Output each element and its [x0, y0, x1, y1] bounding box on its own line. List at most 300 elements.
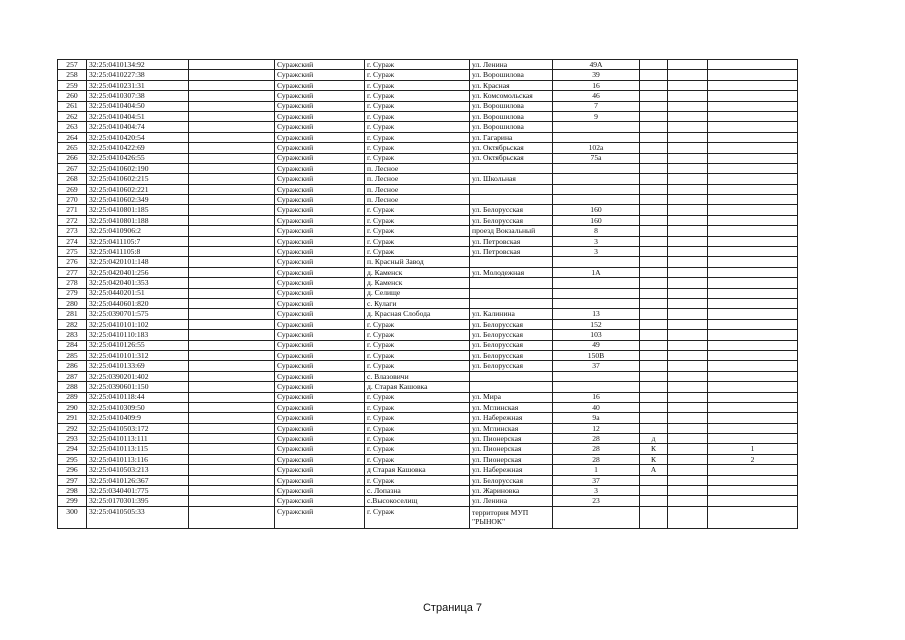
table-row — [58, 475, 798, 485]
locality-cell: г. Сураж — [365, 91, 470, 101]
district-cell: Суражский — [275, 392, 365, 402]
apartment-cell — [708, 402, 798, 412]
house-number-cell — [553, 257, 640, 267]
table-row — [58, 111, 798, 121]
street-cell: ул. Калинина — [470, 309, 553, 319]
table-row — [58, 153, 798, 163]
row-number-cell: 299 — [58, 496, 87, 506]
district-cell: Суражский — [275, 153, 365, 163]
apartment-cell — [708, 382, 798, 392]
building-letter-cell — [640, 402, 668, 412]
building-letter-cell — [640, 257, 668, 267]
row-number-cell: 290 — [58, 402, 87, 412]
extra-cell — [668, 122, 708, 132]
street-cell: ул. Петровская — [470, 247, 553, 257]
street-cell: ул. Белорусская — [470, 475, 553, 485]
house-number-cell: 49А — [553, 60, 640, 70]
empty-cell — [189, 434, 275, 444]
row-number-cell: 266 — [58, 153, 87, 163]
cadastral-number-cell: 32:25:0410227:38 — [87, 70, 189, 80]
locality-cell: г. Сураж — [365, 402, 470, 412]
locality-cell: п. Лесное — [365, 163, 470, 173]
street-cell: территория МУП "РЫНОК" — [470, 506, 553, 528]
row-number-cell: 291 — [58, 413, 87, 423]
extra-cell — [668, 340, 708, 350]
house-number-cell: 46 — [553, 91, 640, 101]
house-number-cell: 40 — [553, 402, 640, 412]
apartment-cell — [708, 226, 798, 236]
empty-cell — [189, 215, 275, 225]
district-cell: Суражский — [275, 111, 365, 121]
apartment-cell — [708, 174, 798, 184]
row-number-cell: 285 — [58, 350, 87, 360]
street-cell: ул. Жариновка — [470, 486, 553, 496]
apartment-cell — [708, 257, 798, 267]
street-cell — [470, 257, 553, 267]
street-cell: проезд Вокзальный — [470, 226, 553, 236]
district-cell: Суражский — [275, 122, 365, 132]
district-cell: Суражский — [275, 434, 365, 444]
street-cell: ул. Белорусская — [470, 319, 553, 329]
street-cell: ул. Мглинская — [470, 402, 553, 412]
extra-cell — [668, 486, 708, 496]
empty-cell — [189, 361, 275, 371]
table-body — [58, 60, 798, 529]
cadastral-number-cell: 32:25:0420401:256 — [87, 267, 189, 277]
extra-cell — [668, 132, 708, 142]
table-row — [58, 454, 798, 464]
extra-cell — [668, 215, 708, 225]
extra-cell — [668, 257, 708, 267]
row-number-cell: 293 — [58, 434, 87, 444]
building-letter-cell — [640, 247, 668, 257]
street-cell: ул. Ленина — [470, 496, 553, 506]
apartment-cell — [708, 111, 798, 121]
empty-cell — [189, 288, 275, 298]
apartment-cell — [708, 122, 798, 132]
district-cell: Суражский — [275, 486, 365, 496]
building-letter-cell — [640, 111, 668, 121]
table-row — [58, 101, 798, 111]
locality-cell: г. Сураж — [365, 506, 470, 528]
house-number-cell: 8 — [553, 226, 640, 236]
row-number-cell: 262 — [58, 111, 87, 121]
extra-cell — [668, 226, 708, 236]
empty-cell — [189, 195, 275, 205]
building-letter-cell — [640, 392, 668, 402]
empty-cell — [189, 60, 275, 70]
row-number-cell: 279 — [58, 288, 87, 298]
district-cell: Суражский — [275, 444, 365, 454]
street-cell: ул. Пионерская — [470, 434, 553, 444]
locality-cell: г. Сураж — [365, 340, 470, 350]
street-cell: ул. Мира — [470, 392, 553, 402]
locality-cell: г. Сураж — [365, 392, 470, 402]
table-row — [58, 309, 798, 319]
cadastral-number-cell: 32:25:0410426:55 — [87, 153, 189, 163]
extra-cell — [668, 278, 708, 288]
locality-cell: с. Влазовичи — [365, 371, 470, 381]
district-cell: Суражский — [275, 101, 365, 111]
table-row — [58, 174, 798, 184]
locality-cell: г. Сураж — [365, 454, 470, 464]
locality-cell: г. Сураж — [365, 60, 470, 70]
table-row — [58, 319, 798, 329]
extra-cell — [668, 465, 708, 475]
row-number-cell: 260 — [58, 91, 87, 101]
district-cell: Суражский — [275, 288, 365, 298]
district-cell: Суражский — [275, 298, 365, 308]
apartment-cell — [708, 70, 798, 80]
row-number-cell: 270 — [58, 195, 87, 205]
building-letter-cell — [640, 423, 668, 433]
empty-cell — [189, 205, 275, 215]
locality-cell: с. Лопазна — [365, 486, 470, 496]
extra-cell — [668, 444, 708, 454]
table-row — [58, 350, 798, 360]
building-letter-cell: К — [640, 444, 668, 454]
cadastral-number-cell: 32:25:0410420:54 — [87, 132, 189, 142]
building-letter-cell — [640, 205, 668, 215]
cadastral-number-cell: 32:25:0410126:55 — [87, 340, 189, 350]
extra-cell — [668, 184, 708, 194]
street-cell: ул. Набережная — [470, 465, 553, 475]
building-letter-cell — [640, 496, 668, 506]
empty-cell — [189, 392, 275, 402]
empty-cell — [189, 402, 275, 412]
cadastral-number-cell: 32:25:0410503:213 — [87, 465, 189, 475]
cadastral-number-cell: 32:25:0410307:38 — [87, 91, 189, 101]
building-letter-cell — [640, 350, 668, 360]
row-number-cell: 259 — [58, 80, 87, 90]
street-cell — [470, 298, 553, 308]
district-cell: Суражский — [275, 319, 365, 329]
building-letter-cell — [640, 143, 668, 153]
district-cell: Суражский — [275, 413, 365, 423]
extra-cell — [668, 361, 708, 371]
locality-cell: д. Каменск — [365, 267, 470, 277]
row-number-cell: 286 — [58, 361, 87, 371]
row-number-cell: 263 — [58, 122, 87, 132]
house-number-cell — [553, 382, 640, 392]
table-row — [58, 195, 798, 205]
apartment-cell — [708, 267, 798, 277]
house-number-cell — [553, 163, 640, 173]
house-number-cell: 13 — [553, 309, 640, 319]
table-row — [58, 402, 798, 412]
house-number-cell: 75а — [553, 153, 640, 163]
row-number-cell: 300 — [58, 506, 87, 528]
table-row — [58, 444, 798, 454]
table-row — [58, 143, 798, 153]
locality-cell: д. Красная Слобода — [365, 309, 470, 319]
building-letter-cell — [640, 340, 668, 350]
cadastral-number-cell: 32:25:0420101:148 — [87, 257, 189, 267]
table-row — [58, 361, 798, 371]
locality-cell: г. Сураж — [365, 475, 470, 485]
extra-cell — [668, 143, 708, 153]
building-letter-cell — [640, 506, 668, 528]
house-number-cell: 3 — [553, 247, 640, 257]
locality-cell: г. Сураж — [365, 143, 470, 153]
table-row — [58, 70, 798, 80]
house-number-cell: 28 — [553, 434, 640, 444]
district-cell: Суражский — [275, 163, 365, 173]
apartment-cell — [708, 465, 798, 475]
empty-cell — [189, 371, 275, 381]
row-number-cell: 281 — [58, 309, 87, 319]
empty-cell — [189, 298, 275, 308]
empty-cell — [189, 454, 275, 464]
district-cell: Суражский — [275, 465, 365, 475]
cadastral-number-cell: 32:25:0410118:44 — [87, 392, 189, 402]
empty-cell — [189, 153, 275, 163]
empty-cell — [189, 486, 275, 496]
table-row — [58, 132, 798, 142]
apartment-cell — [708, 184, 798, 194]
cadastral-number-cell: 32:25:0410505:33 — [87, 506, 189, 528]
district-cell: Суражский — [275, 278, 365, 288]
row-number-cell: 272 — [58, 215, 87, 225]
apartment-cell — [708, 496, 798, 506]
house-number-cell: 103 — [553, 330, 640, 340]
empty-cell — [189, 475, 275, 485]
building-letter-cell — [640, 278, 668, 288]
extra-cell — [668, 80, 708, 90]
building-letter-cell — [640, 413, 668, 423]
apartment-cell — [708, 423, 798, 433]
building-letter-cell — [640, 70, 668, 80]
apartment-cell — [708, 434, 798, 444]
cadastral-number-cell: 32:25:0410602:190 — [87, 163, 189, 173]
apartment-cell — [708, 153, 798, 163]
row-number-cell: 288 — [58, 382, 87, 392]
table-row — [58, 506, 798, 528]
apartment-cell — [708, 319, 798, 329]
row-number-cell: 294 — [58, 444, 87, 454]
locality-cell: г. Сураж — [365, 122, 470, 132]
locality-cell: д Старая Кашовка — [365, 465, 470, 475]
cadastral-number-cell: 32:25:0410602:349 — [87, 195, 189, 205]
cadastral-number-cell: 32:25:0410906:2 — [87, 226, 189, 236]
row-number-cell: 280 — [58, 298, 87, 308]
table-row — [58, 278, 798, 288]
locality-cell: г. Сураж — [365, 247, 470, 257]
house-number-cell: 9 — [553, 111, 640, 121]
house-number-cell: 16 — [553, 80, 640, 90]
district-cell: Суражский — [275, 371, 365, 381]
apartment-cell: 1 — [708, 444, 798, 454]
apartment-cell — [708, 215, 798, 225]
locality-cell: г. Сураж — [365, 226, 470, 236]
apartment-cell — [708, 392, 798, 402]
extra-cell — [668, 371, 708, 381]
extra-cell — [668, 506, 708, 528]
row-number-cell: 265 — [58, 143, 87, 153]
cadastral-number-cell: 32:25:0410801:185 — [87, 205, 189, 215]
district-cell: Суражский — [275, 330, 365, 340]
house-number-cell: 16 — [553, 392, 640, 402]
building-letter-cell — [640, 298, 668, 308]
apartment-cell — [708, 101, 798, 111]
table-row — [58, 382, 798, 392]
district-cell: Суражский — [275, 475, 365, 485]
building-letter-cell — [640, 163, 668, 173]
row-number-cell: 267 — [58, 163, 87, 173]
apartment-cell — [708, 247, 798, 257]
extra-cell — [668, 163, 708, 173]
row-number-cell: 292 — [58, 423, 87, 433]
extra-cell — [668, 309, 708, 319]
apartment-cell — [708, 475, 798, 485]
empty-cell — [189, 465, 275, 475]
empty-cell — [189, 91, 275, 101]
apartment-cell — [708, 309, 798, 319]
table-row — [58, 371, 798, 381]
locality-cell: г. Сураж — [365, 350, 470, 360]
row-number-cell: 274 — [58, 236, 87, 246]
empty-cell — [189, 163, 275, 173]
street-cell: ул. Белорусская — [470, 350, 553, 360]
cadastral-number-cell: 32:25:0410231:31 — [87, 80, 189, 90]
cadastral-number-cell: 32:25:0410101:312 — [87, 350, 189, 360]
empty-cell — [189, 174, 275, 184]
extra-cell — [668, 111, 708, 121]
locality-cell: п. Красный Завод — [365, 257, 470, 267]
district-cell: Суражский — [275, 247, 365, 257]
table-row — [58, 247, 798, 257]
building-letter-cell — [640, 319, 668, 329]
extra-cell — [668, 382, 708, 392]
cadastral-number-cell: 32:25:0410113:115 — [87, 444, 189, 454]
street-cell: ул. Пионерская — [470, 454, 553, 464]
street-cell: ул. Красная — [470, 80, 553, 90]
house-number-cell: 150В — [553, 350, 640, 360]
extra-cell — [668, 413, 708, 423]
empty-cell — [189, 382, 275, 392]
house-number-cell — [553, 122, 640, 132]
table-row — [58, 486, 798, 496]
street-cell: ул. Ворошилова — [470, 70, 553, 80]
extra-cell — [668, 330, 708, 340]
district-cell: Суражский — [275, 70, 365, 80]
table-row — [58, 288, 798, 298]
street-cell: ул. Белорусская — [470, 340, 553, 350]
empty-cell — [189, 236, 275, 246]
cadastral-number-cell: 32:25:0410602:215 — [87, 174, 189, 184]
house-number-cell — [553, 506, 640, 528]
street-cell: ул. Октябрьская — [470, 153, 553, 163]
row-number-cell: 278 — [58, 278, 87, 288]
locality-cell: г. Сураж — [365, 111, 470, 121]
table-row — [58, 434, 798, 444]
empty-cell — [189, 350, 275, 360]
extra-cell — [668, 236, 708, 246]
empty-cell — [189, 143, 275, 153]
apartment-cell: 2 — [708, 454, 798, 464]
row-number-cell: 276 — [58, 257, 87, 267]
row-number-cell: 257 — [58, 60, 87, 70]
house-number-cell — [553, 195, 640, 205]
apartment-cell — [708, 236, 798, 246]
locality-cell: г. Сураж — [365, 361, 470, 371]
row-number-cell: 289 — [58, 392, 87, 402]
empty-cell — [189, 423, 275, 433]
locality-cell: п. Лесное — [365, 174, 470, 184]
empty-cell — [189, 506, 275, 528]
district-cell: Суражский — [275, 402, 365, 412]
empty-cell — [189, 267, 275, 277]
house-number-cell: 1 — [553, 465, 640, 475]
table-row — [58, 184, 798, 194]
street-cell: ул. Ленина — [470, 60, 553, 70]
house-number-cell: 28 — [553, 444, 640, 454]
extra-cell — [668, 392, 708, 402]
house-number-cell: 3 — [553, 486, 640, 496]
row-number-cell: 282 — [58, 319, 87, 329]
row-number-cell: 298 — [58, 486, 87, 496]
district-cell: Суражский — [275, 60, 365, 70]
building-letter-cell — [640, 215, 668, 225]
street-cell: ул. Белорусская — [470, 205, 553, 215]
apartment-cell — [708, 80, 798, 90]
table-row — [58, 91, 798, 101]
street-cell: ул. Ворошилова — [470, 122, 553, 132]
row-number-cell: 297 — [58, 475, 87, 485]
district-cell: Суражский — [275, 267, 365, 277]
row-number-cell: 287 — [58, 371, 87, 381]
extra-cell — [668, 153, 708, 163]
row-number-cell: 271 — [58, 205, 87, 215]
district-cell: Суражский — [275, 454, 365, 464]
building-letter-cell — [640, 267, 668, 277]
row-number-cell: 284 — [58, 340, 87, 350]
apartment-cell — [708, 486, 798, 496]
row-number-cell: 275 — [58, 247, 87, 257]
empty-cell — [189, 309, 275, 319]
cadastral-number-cell: 32:25:0390601:150 — [87, 382, 189, 392]
locality-cell: г. Сураж — [365, 423, 470, 433]
apartment-cell — [708, 278, 798, 288]
apartment-cell — [708, 132, 798, 142]
house-number-cell: 9а — [553, 413, 640, 423]
cadastral-number-cell: 32:25:0410113:116 — [87, 454, 189, 464]
street-cell: ул. Ворошилова — [470, 111, 553, 121]
district-cell: Суражский — [275, 361, 365, 371]
building-letter-cell — [640, 382, 668, 392]
cadastral-number-cell: 32:25:0410602:221 — [87, 184, 189, 194]
building-letter-cell — [640, 153, 668, 163]
cadastral-number-cell: 32:25:0410422:69 — [87, 143, 189, 153]
locality-cell: г. Сураж — [365, 101, 470, 111]
cadastral-number-cell: 32:25:0410126:367 — [87, 475, 189, 485]
apartment-cell — [708, 340, 798, 350]
building-letter-cell: А — [640, 465, 668, 475]
house-number-cell: 160 — [553, 215, 640, 225]
building-letter-cell — [640, 361, 668, 371]
table-row — [58, 163, 798, 173]
row-number-cell: 269 — [58, 184, 87, 194]
house-number-cell: 23 — [553, 496, 640, 506]
building-letter-cell — [640, 122, 668, 132]
row-number-cell: 283 — [58, 330, 87, 340]
row-number-cell: 277 — [58, 267, 87, 277]
extra-cell — [668, 496, 708, 506]
district-cell: Суражский — [275, 226, 365, 236]
row-number-cell: 268 — [58, 174, 87, 184]
extra-cell — [668, 70, 708, 80]
building-letter-cell — [640, 91, 668, 101]
